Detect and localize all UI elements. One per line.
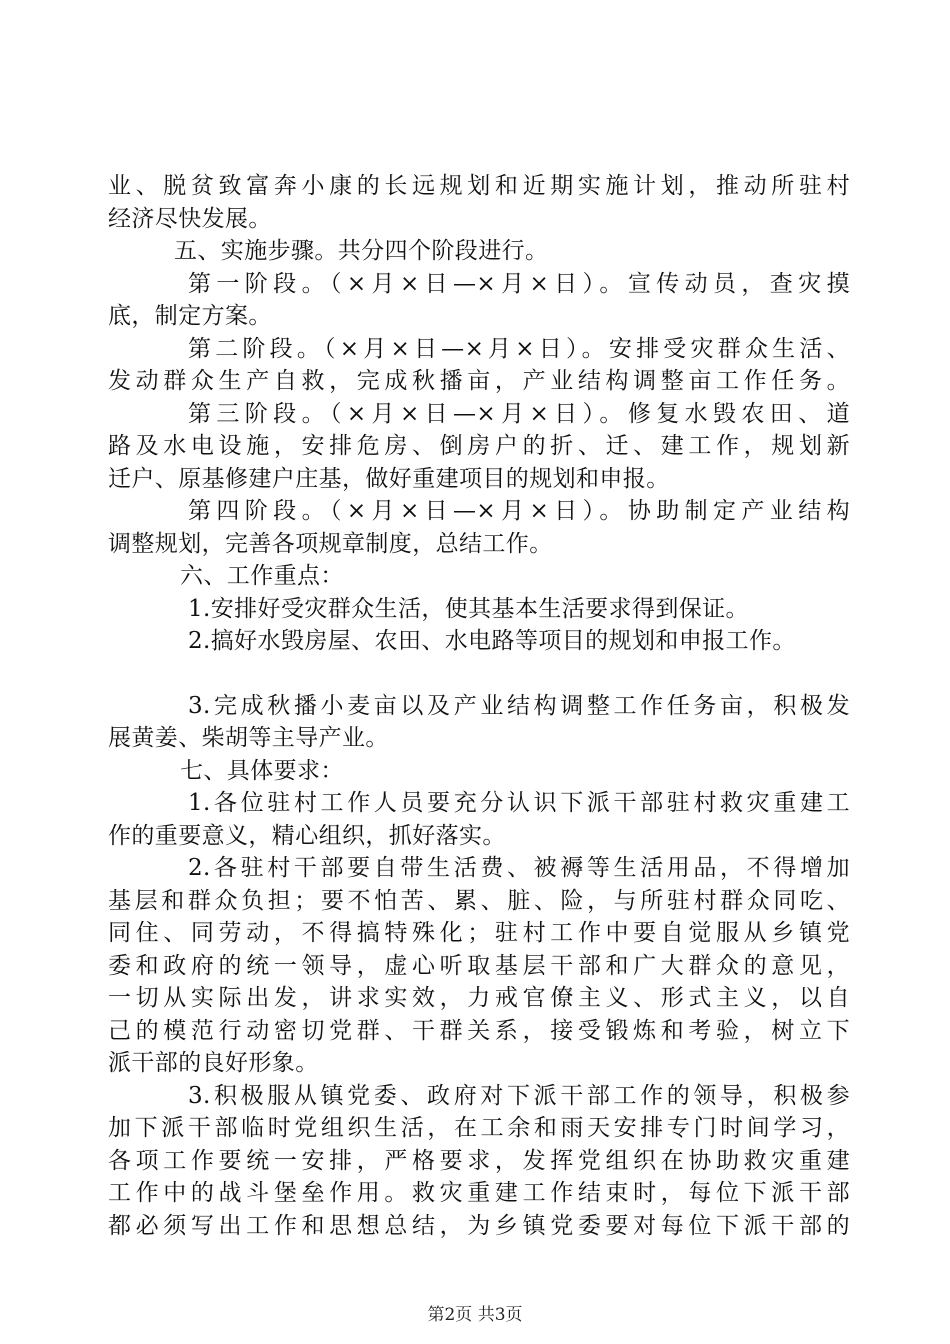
text-line: 发动群众生产自救，完成秋播亩，产业结构调整亩工作任务。 — [108, 368, 850, 394]
text-line: 业、脱贫致富奔小康的长远规划和近期实施计划，推动所驻村 — [108, 173, 850, 199]
text-line: 第一阶段。（×月×日—×月×日）。宣传动员，查灾摸 — [188, 270, 850, 297]
section-heading-focus: 六、工作重点： — [180, 563, 344, 589]
section-heading-steps: 五、实施步骤。共分四个阶段进行。 — [174, 238, 549, 264]
text-line: 作的重要意义，精心组织，抓好落实。 — [108, 822, 506, 849]
text-line: 第四阶段。（×月×日—×月×日）。协助制定产业结构 — [188, 498, 850, 524]
text-line: 加下派干部临时党组织生活，在工余和雨天安排专门时间学习， — [108, 1115, 850, 1141]
text-line: 迁户、原基修建户庄基，做好重建项目的规划和申报。 — [108, 465, 670, 492]
text-line: 委和政府的统一领导，虚心听取基层干部和广大群众的意见， — [108, 952, 850, 979]
list-item: 3.完成秋播小麦亩以及产业结构调整工作任务亩，积极发 — [188, 692, 850, 719]
text-line: 调整规划，完善各项规章制度，总结工作。 — [108, 530, 553, 557]
text-line: 底，制定方案。 — [108, 303, 272, 329]
text-line: 派干部的良好形象。 — [108, 1050, 319, 1076]
blank-gap — [108, 658, 850, 690]
section-heading-requirements: 七、具体要求： — [180, 757, 344, 784]
text-line: 路及水电设施，安排危房、倒房户的折、迁、建工作，规划新 — [108, 433, 850, 459]
text-line: 第二阶段。（×月×日—×月×日）。安排受灾群众生活、 — [188, 335, 850, 362]
list-item: 2.搞好水毁房屋、农田、水电路等项目的规划和申报工作。 — [188, 628, 796, 654]
text-line: 工作中的战斗堡垒作用。救灾重建工作结束时，每位下派干部 — [108, 1180, 850, 1206]
text-line: 己的模范行动密切党群、干群关系，接受锻炼和考验，树立下 — [108, 1017, 850, 1044]
list-item: 1.安排好受灾群众生活，使其基本生活要求得到保证。 — [188, 595, 749, 622]
list-item: 1.各位驻村工作人员要充分认识下派干部驻村救灾重建工 — [188, 790, 850, 816]
page-footer: 第2页 共3页 — [427, 1305, 523, 1325]
text-line: 展黄姜、柴胡等主导产业。 — [108, 725, 389, 751]
list-item: 2.各驻村干部要自带生活费、被褥等生活用品，不得增加 — [188, 855, 850, 881]
text-line: 都必须写出工作和思想总结，为乡镇党委要对每位下派干部的 — [108, 1212, 850, 1239]
text-line: 经济尽快发展。 — [108, 205, 272, 232]
text-line: 各项工作要统一安排，严格要求，发挥党组织在协助救灾重建 — [108, 1147, 850, 1174]
text-line: 一切从实际出发，讲求实效，力戒官僚主义、形式主义，以自 — [108, 985, 850, 1011]
text-line: 第三阶段。（×月×日—×月×日）。修复水毁农田、道 — [188, 400, 850, 427]
text-line: 同住、同劳动，不得搞特殊化；驻村工作中要自觉服从乡镇党 — [108, 920, 850, 946]
list-item: 3.积极服从镇党委、政府对下派干部工作的领导，积极参 — [188, 1082, 850, 1109]
text-line: 基层和群众负担；要不怕苦、累、脏、险，与所驻村群众同吃、 — [108, 887, 850, 914]
document-body — [108, 170, 850, 1242]
